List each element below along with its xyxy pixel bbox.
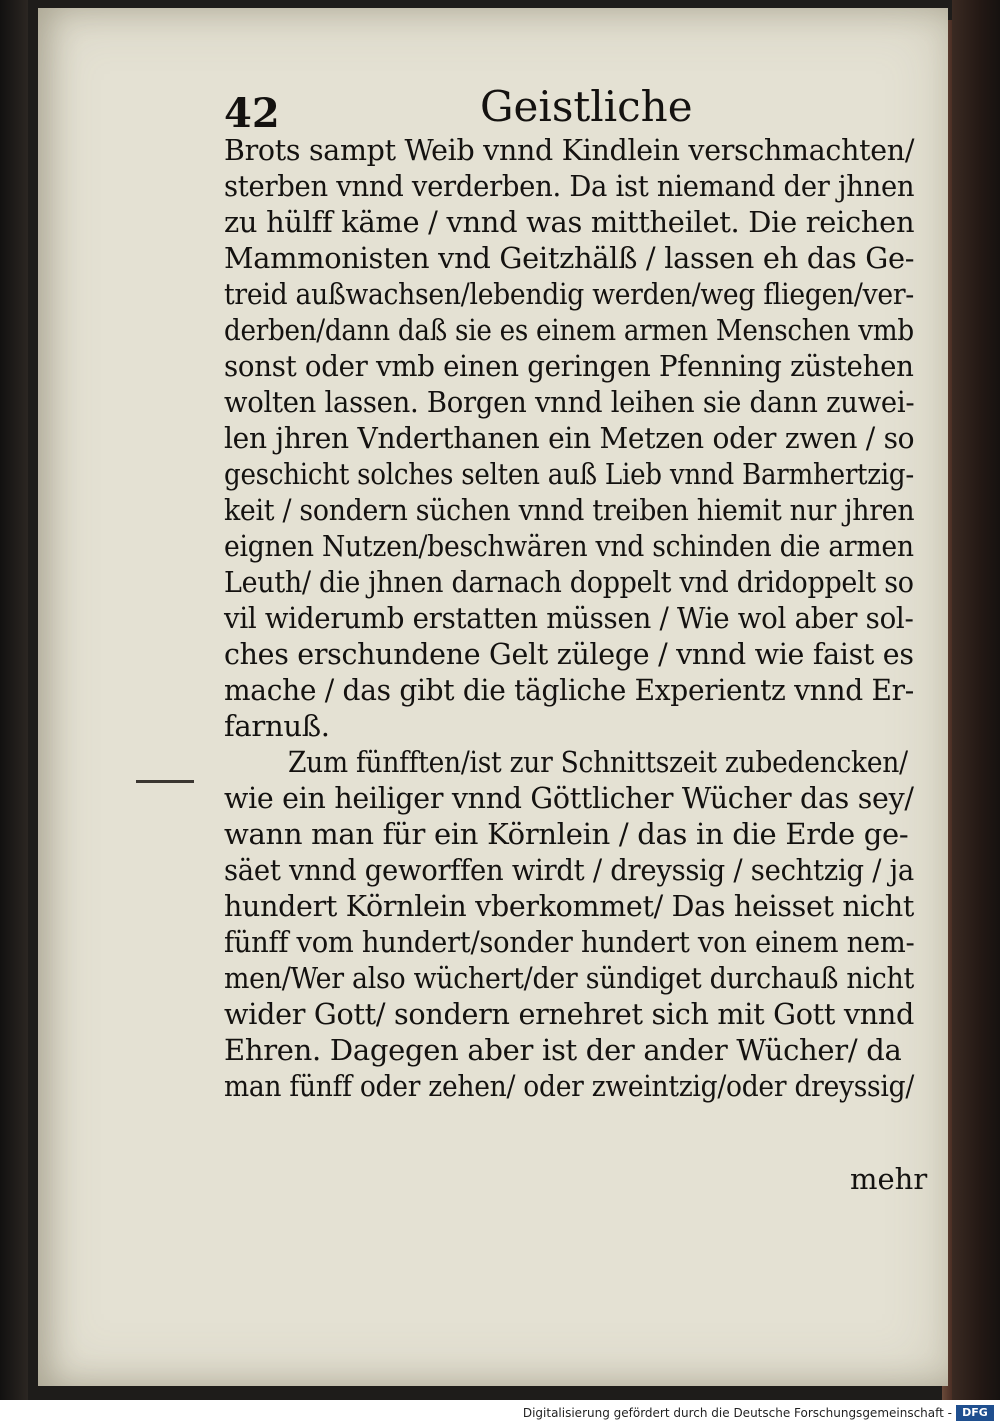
text-line: len jhren Vnderthanen ein Metzen oder zwen / so [224,421,915,455]
text-line: fünff vom hundert/sonder hundert von einem nem- [224,925,915,959]
text-line: wie ein heiliger vnnd Göttlicher Wücher das sey/ [224,781,914,815]
dfg-logo: DFG [956,1405,994,1421]
text-line: sonst oder vmb einen geringen Pfenning züstehen [224,349,914,383]
text-line: treid außwachsen/lebendig werden/weg fliegen/ver- [224,277,915,311]
text-line: zu hülff käme / vnnd was mittheilet. Die reichen [224,205,915,239]
text-line: sterben vnnd verderben. Da ist niemand der jhnen [224,169,915,203]
page-number: 42 [224,90,280,137]
text-line: wolten lassen. Borgen vnnd leihen sie dann zuwei- [224,385,915,419]
text-line: Mammonisten vnd Geitzhälß / lassen eh das Ge- [224,241,915,275]
text-line: Ehren. Dagegen aber ist der ander Wücher/ da [224,1033,902,1067]
marginal-line-mark [136,780,194,783]
paragraph-start-line: Zum fünfften/ist zur Schnittszeit zubedencken/ [288,745,908,779]
text-line: derben/dann daß sie es einem armen Menschen vmb [224,313,914,347]
text-line: keit / sondern süchen vnnd treiben hiemit nur jhren [224,493,915,527]
running-head: Geistliche [480,82,693,131]
footer-credit: Digitalisierung gefördert durch die Deutsche Forschungsgemeinschaft - [522,1406,952,1420]
text-line: farnuß. [224,709,330,743]
text-line: ches erschundene Gelt zülege / vnnd wie faist es [224,637,914,671]
text-line: wider Gott/ sondern ernehret sich mit Gott vnnd [224,997,915,1031]
book-gutter-shadow [0,0,28,1424]
text-line: hundert Körnlein vberkommet/ Das heisset nicht [224,889,915,923]
text-line: vil widerumb erstatten müssen / Wie wol aber sol- [224,601,914,635]
text-line: Brots sampt Weib vnnd Kindlein verschmachten/ [224,133,915,167]
text-line: geschicht solches selten auß Lieb vnnd Barmhertzig- [224,457,914,491]
book-cover [952,0,1000,1424]
book-page [38,8,948,1386]
catchword: mehr [850,1162,928,1196]
text-line: Leuth/ die jhnen darnach doppelt vnd dridoppelt so [224,565,914,599]
text-line: man fünff oder zehen/ oder zweintzig/oder dreyssig/ [224,1069,914,1103]
digitization-footer [0,1400,1000,1424]
text-line: säet vnnd geworffen wirdt / dreyssig / sechtzig / ja [224,853,914,887]
text-line: mache / das gibt die tägliche Experientz vnnd Er- [224,673,914,707]
body-text [224,132,914,1104]
text-line: eignen Nutzen/beschwären vnd schinden die armen [224,529,914,563]
text-line: wann man für ein Körnlein / das in die Erde ge- [224,817,909,851]
text-line: men/Wer also wüchert/der sündiget durchauß nicht [224,961,914,995]
